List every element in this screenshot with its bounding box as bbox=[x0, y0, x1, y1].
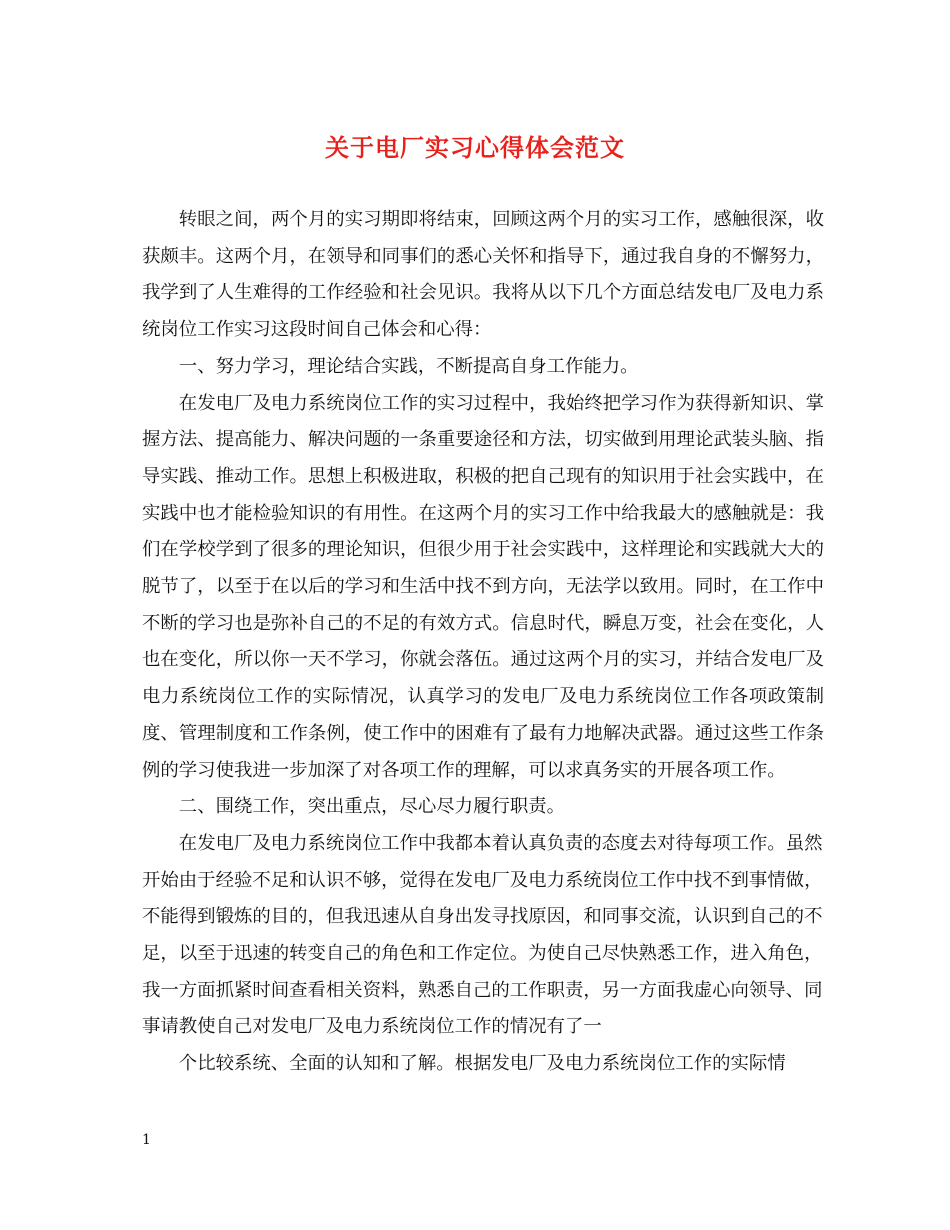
document-body bbox=[142, 202, 824, 1083]
paragraph-section-2: 在发电厂及电力系统岗位工作中我都本着认真负责的态度去对待每项工作。虽然开始由于经验不足和认识不够，觉得在发电厂及电力系统岗位工作中找不到事情做，不能得到锻炼的目的，但我迅速从自身出发寻找原因，和同事交流，认识到自己的不足，以至于迅速的转变自己的角色和工作定位。为使自己尽快熟悉工作，进入角色，我一方面抓紧时间查看相关资料，熟悉自己的工作职责，另一方面我虚心向领导、同事请教使自己对发电厂及电力系统岗位工作的情况有了一 bbox=[142, 832, 823, 1038]
section-heading-1: 一、努力学习，理论结合实践，不断提高自身工作能力。 bbox=[178, 355, 639, 377]
document-title: 关于电厂实习心得体会范文 bbox=[325, 133, 625, 162]
section-heading-2: 二、围绕工作，突出重点，尽心尽力履行职责。 bbox=[178, 796, 566, 818]
paragraph-continued: 个比较系统、全面的认知和了解。根据发电厂及电力系统岗位工作的实际情 bbox=[178, 1053, 786, 1075]
paragraph-section-1: 在发电厂及电力系统岗位工作的实习过程中，我始终把学习作为获得新知识、掌握方法、提高能力、解决问题的一条重要途径和方法，切实做到用理论武装头脑、指导实践、推动工作。思想上积极进取，积极的把自己现有的知识用于社会实践中，在实践中也才能检验知识的有用性。在这两个月的实习工作中给我最大的感触就是：我们在学校学到了很多的理论知识，但很少用于社会实践中，这样理论和实践就大大的脱节了，以至于在以后的学习和生活中找不到方向，无法学以致用。同时，在工作中不断的学习也是弥补自己的不足的有效方式。信息时代，瞬息万变，社会在变化，人也在变化，所以你一天不学习，你就会落伍。通过这两个月的实习，并结合发电厂及电力系统岗位工作的实际情况，认真学习的发电厂及电力系统岗位工作各项政策制度、管理制度和工作条例，使工作中的困难有了最有力地解决武器。通过这些工作条例的学习使我进一步加深了对各项工作的理解，可以求真务实的开展各项工作。 bbox=[142, 392, 824, 781]
paragraph-intro: 转眼之间，两个月的实习期即将结束，回顾这两个月的实习工作，感触很深，收获颇丰。这两个月，在领导和同事们的悉心关怀和指导下，通过我自身的不懈努力，我学到了人生难得的工作经验和社会见识。我将从以下几个方面总结发电厂及电力系统岗位工作实习这段时间自己体会和心得： bbox=[142, 209, 824, 341]
page-number: 1 bbox=[142, 1132, 151, 1148]
